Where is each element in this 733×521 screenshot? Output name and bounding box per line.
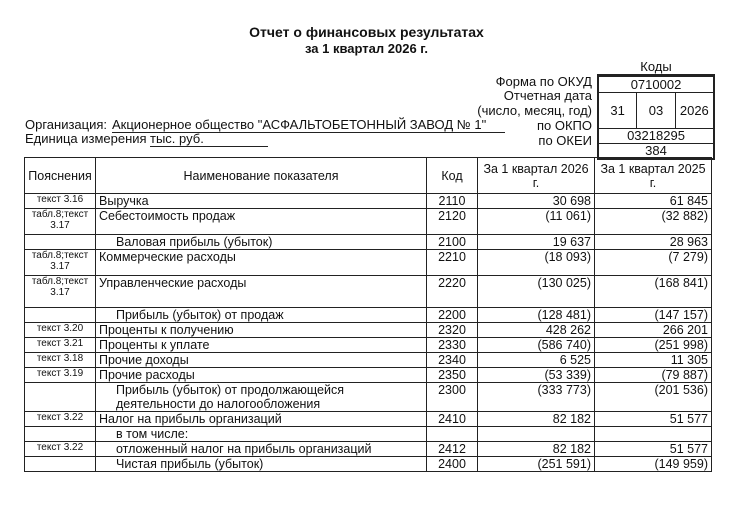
row-previous: (147 157) [595,308,712,323]
row-note: текст 3.18 [25,353,96,368]
row-note: текст 3.19 [25,368,96,383]
row-previous: (32 882) [595,209,712,235]
report-date-hint: (число, месяц, год) [477,103,592,118]
row-note [25,457,96,472]
row-current: (333 773) [478,383,595,412]
row-previous: 266 201 [595,323,712,338]
row-note: табл.8;текст 3.17 [25,276,96,308]
table-row [25,250,712,276]
row-note [25,427,96,442]
row-current: (11 061) [478,209,595,235]
row-current: 82 182 [478,442,595,457]
table-row [25,412,712,427]
col-current: За 1 квартал 2026 г. [478,158,595,194]
row-current: (18 093) [478,250,595,276]
row-code: 2210 [427,250,478,276]
row-code [427,427,478,442]
row-name: Прочие расходы [96,368,427,383]
row-previous: (251 998) [595,338,712,353]
row-code: 2300 [427,383,478,412]
table-row [25,308,712,323]
row-current: 82 182 [478,412,595,427]
okpo-label: по ОКПО [536,118,592,133]
row-name: в том числе: [96,427,427,442]
okei-value: 384 [645,143,667,158]
row-name: Проценты к получению [96,323,427,338]
row-previous: (7 279) [595,250,712,276]
row-current: (586 740) [478,338,595,353]
row-name: Прочие доходы [96,353,427,368]
table-row [25,235,712,250]
financial-table [24,157,712,472]
report-date-label: Отчетная дата [503,88,592,103]
row-name: Прибыль (убыток) от продолжающейся деятельности до налогообложения [96,383,427,412]
table-row [25,276,712,308]
row-name: Выручка [96,194,427,209]
table-row [25,383,712,412]
unit-underline [150,146,268,147]
row-name: Коммерческие расходы [96,250,427,276]
row-previous: 51 577 [595,442,712,457]
codes-header: Коды [597,59,715,75]
row-name: Проценты к уплате [96,338,427,353]
row-code: 2120 [427,209,478,235]
row-current [478,427,595,442]
row-name: отложенный налог на прибыль организаций [96,442,427,457]
row-previous: 11 305 [595,353,712,368]
row-code: 2400 [427,457,478,472]
org-name: Акционерное общество "АСФАЛЬТОБЕТОННЫЙ ЗАВОД № 1" [112,117,487,132]
row-code: 2220 [427,276,478,308]
table-row [25,194,712,209]
row-current: 19 637 [478,235,595,250]
table-row [25,338,712,353]
codes-values [597,75,715,160]
okud-value: 0710002 [599,77,713,93]
table-row [25,442,712,457]
row-previous: 51 577 [595,412,712,427]
row-current: 428 262 [478,323,595,338]
table-row [25,457,712,472]
table-header-row [25,158,712,194]
row-code: 2410 [427,412,478,427]
table-row [25,427,712,442]
row-name: Прибыль (убыток) от продаж [96,308,427,323]
row-note: текст 3.21 [25,338,96,353]
report-day: 31 [599,93,637,128]
okud-label: Форма по ОКУД [495,74,592,89]
table-row [25,353,712,368]
row-code: 2110 [427,194,478,209]
row-note: табл.8;текст 3.17 [25,250,96,276]
col-previous: За 1 квартал 2025 г. [595,158,712,194]
table-row [25,209,712,235]
row-note [25,235,96,250]
row-current: (251 591) [478,457,595,472]
codes-box [597,59,715,160]
row-previous: 28 963 [595,235,712,250]
row-name: Управленческие расходы [96,276,427,308]
row-name: Чистая прибыль (убыток) [96,457,427,472]
row-note [25,308,96,323]
report-title: Отчет о финансовых результатах [249,24,484,40]
row-name: Себестоимость продаж [96,209,427,235]
row-current: 30 698 [478,194,595,209]
row-code: 2200 [427,308,478,323]
row-code: 2340 [427,353,478,368]
row-note: текст 3.22 [25,412,96,427]
table-row [25,368,712,383]
row-code: 2100 [427,235,478,250]
unit-label: Единица измерения [25,131,147,146]
table-row [25,323,712,338]
row-name: Валовая прибыль (убыток) [96,235,427,250]
row-code: 2412 [427,442,478,457]
row-current: (130 025) [478,276,595,308]
col-name: Наименование показателя [96,158,427,194]
row-previous: (168 841) [595,276,712,308]
row-previous [595,427,712,442]
row-current: (53 339) [478,368,595,383]
report-date [599,93,713,129]
row-current: (128 481) [478,308,595,323]
row-note: текст 3.20 [25,323,96,338]
row-previous: (201 536) [595,383,712,412]
row-note: текст 3.16 [25,194,96,209]
col-code: Код [427,158,478,194]
row-note: текст 3.22 [25,442,96,457]
row-code: 2330 [427,338,478,353]
row-previous: 61 845 [595,194,712,209]
row-note [25,383,96,412]
row-previous: (149 959) [595,457,712,472]
report-year: 2026 [679,103,709,118]
row-name: Налог на прибыль организаций [96,412,427,427]
report-month: 03 [637,93,675,128]
okei-label: по ОКЕИ [538,133,592,148]
org-label: Организация: [25,117,108,132]
row-code: 2320 [427,323,478,338]
row-note: табл.8;текст 3.17 [25,209,96,235]
row-current: 6 525 [478,353,595,368]
row-previous: (79 887) [595,368,712,383]
okpo-value: 03218295 [599,129,713,144]
unit-value: тыс. руб. [150,131,204,146]
report-period: за 1 квартал 2026 г. [304,41,429,56]
row-code: 2350 [427,368,478,383]
col-notes: Пояснения [25,158,96,194]
